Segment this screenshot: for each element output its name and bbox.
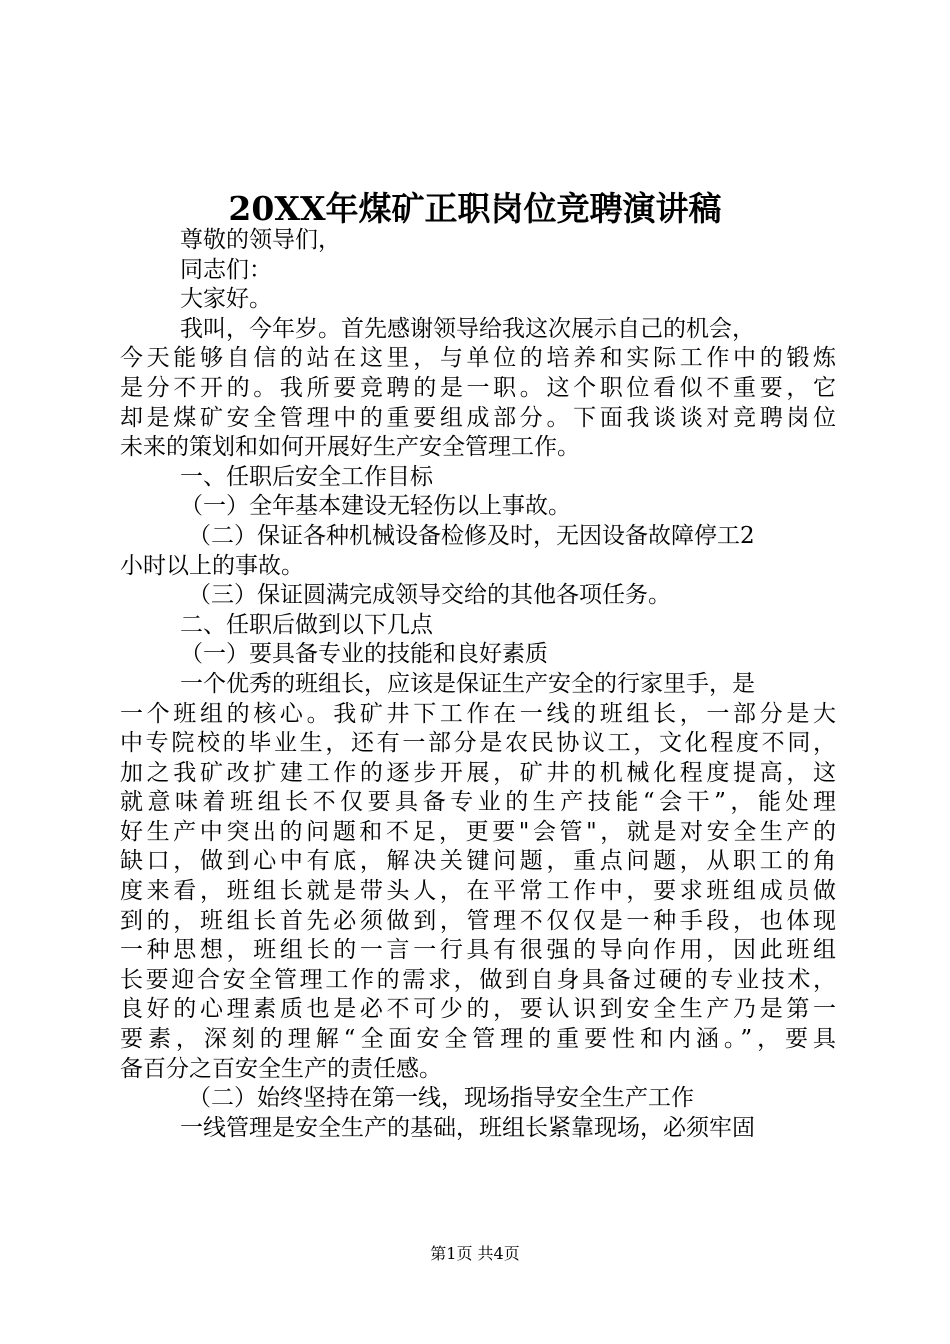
paragraph-line: 备百分之百安全生产的责任感。: [120, 1055, 442, 1082]
salutation-line: 同志们：: [180, 256, 272, 283]
paragraph-line: 到的，班组长首先必须做到，管理不仅仅是一种手段，也体现: [120, 907, 836, 934]
paragraph-line: 今天能够自信的站在这里，与单位的培养和实际工作中的锻炼: [120, 345, 836, 372]
paragraph-line: 度来看，班组长就是带头人，在平常工作中，要求班组成员做: [120, 878, 836, 905]
document-title: 20XX年煤矿正职岗位竞聘演讲稿: [228, 189, 722, 228]
section-heading: 一、任职后安全工作目标: [180, 463, 433, 490]
subsection-heading: （二）始终坚持在第一线，现场指导安全生产工作: [188, 1085, 694, 1112]
paragraph-line: 就意味着班组长不仅要具备专业的生产技能“会干”，能处理: [120, 789, 836, 816]
paragraph-line: 却是煤矿安全管理中的重要组成部分。下面我谈谈对竞聘岗位: [120, 404, 836, 431]
paragraph-line: 好生产中突出的问题和不足，更要"会管"，就是对安全生产的: [120, 818, 836, 845]
greeting-line: 大家好。: [180, 286, 272, 313]
paragraph-line: 我叫，今年岁。首先感谢领导给我这次展示自己的机会，: [180, 315, 755, 342]
list-item: （三）保证圆满完成领导交给的其他各项任务。: [188, 582, 671, 609]
paragraph-line: 加之我矿改扩建工作的逐步开展，矿井的机械化程度提高，这: [120, 759, 836, 786]
document-body: [120, 226, 836, 1143]
list-item: （二）保证各种机械设备检修及时，无因设备故障停工2: [188, 522, 755, 549]
page-number-footer: 第1页 共4页: [430, 1244, 520, 1263]
paragraph-line: 一线管理是安全生产的基础，班组长紧靠现场，必须牢固: [180, 1114, 755, 1141]
paragraph-line: 一种思想，班组长的一言一行具有很强的导向作用，因此班组: [120, 937, 836, 964]
paragraph-line: 中专院校的毕业生，还有一部分是农民协议工，文化程度不同，: [120, 730, 836, 757]
list-item: （一）全年基本建设无轻伤以上事故。: [180, 493, 571, 520]
subsection-heading: （一）要具备专业的技能和良好素质: [180, 641, 548, 668]
paragraph-line: 是分不开的。我所要竞聘的是一职。这个职位看似不重要，它: [120, 374, 836, 401]
paragraph-line: 一个优秀的班组长，应该是保证生产安全的行家里手，是: [180, 670, 755, 697]
paragraph-line: 长要迎合安全管理工作的需求，做到自身具备过硬的专业技术，: [120, 966, 836, 993]
paragraph-line: 缺口，做到心中有底，解决关键问题，重点问题，从职工的角: [120, 848, 836, 875]
paragraph-line: 一个班组的核心。我矿井下工作在一线的班组长，一部分是大: [120, 700, 836, 727]
section-heading: 二、任职后做到以下几点: [180, 611, 433, 638]
salutation-line: 尊敬的领导们，: [180, 227, 341, 253]
paragraph-line: 良好的心理素质也是必不可少的，要认识到安全生产乃是第一: [120, 996, 836, 1023]
list-item-continuation: 小时以上的事故。: [120, 552, 304, 579]
paragraph-line: 未来的策划和如何开展好生产安全管理工作。: [120, 434, 580, 461]
paragraph-line: 要素，深刻的理解“全面安全管理的重要性和内涵。”，要具: [120, 1026, 836, 1053]
